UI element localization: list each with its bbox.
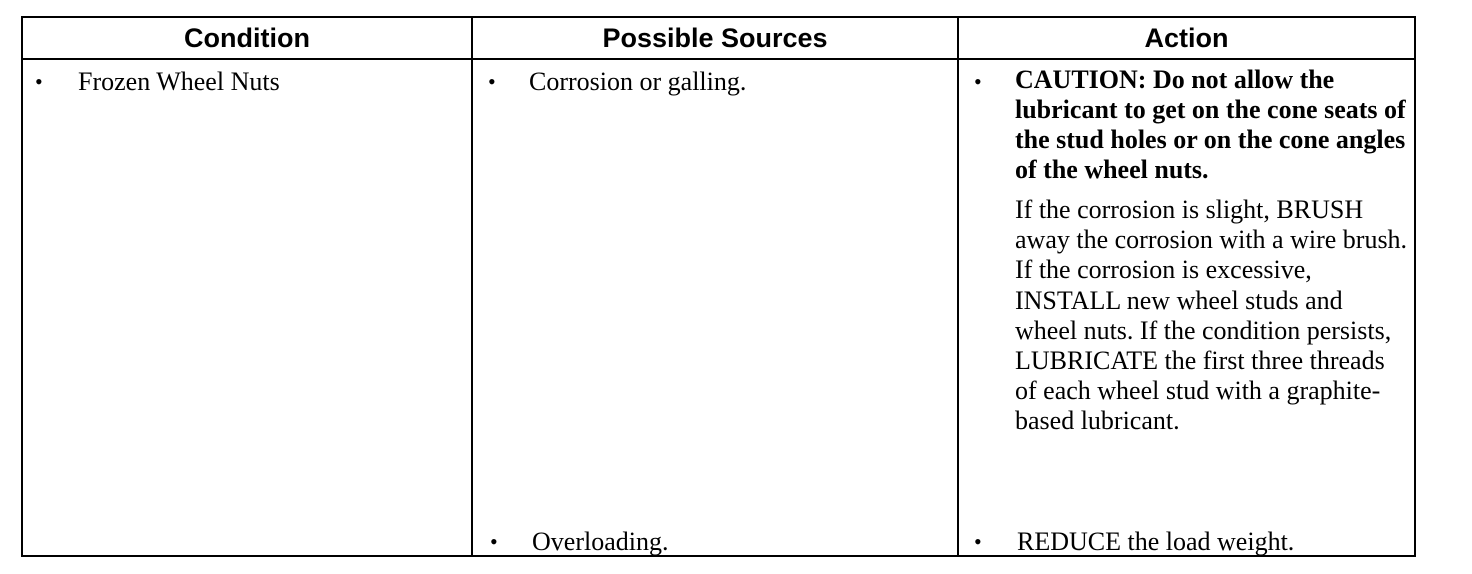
action-block (1015, 65, 1410, 437)
caution-text: CAUTION: Do not allow the lubricant to get on the cone seats of the stud holes or on the cone angles of the wheel nuts. (1015, 65, 1406, 184)
bullet: • (488, 69, 496, 94)
header-condition: Condition (184, 22, 310, 53)
column-divider (471, 18, 473, 555)
action-text: REDUCE the load weight. (1017, 527, 1295, 556)
source-text: Overloading. (532, 527, 669, 556)
bullet: • (974, 69, 982, 94)
bullet: • (490, 529, 498, 554)
bullet: • (974, 529, 982, 554)
troubleshooting-table (21, 16, 1416, 557)
header-action: Action (1144, 22, 1229, 53)
source-text: Corrosion or galling. (529, 67, 747, 96)
action-text: If the corrosion is slight, BRUSH away the corrosion with a wire brush. If the corrosion is excessive, INSTALL new wheel studs and wheel nuts. If the condition persists, LUBRICATE the first three threads of each wheel stud with a graphite-based lubricant. (1015, 195, 1408, 436)
condition-text: Frozen Wheel Nuts (78, 67, 280, 96)
bullet: • (35, 69, 43, 94)
header-possible-sources: Possible Sources (602, 22, 828, 53)
column-divider (957, 18, 959, 555)
header-divider (23, 58, 1414, 60)
